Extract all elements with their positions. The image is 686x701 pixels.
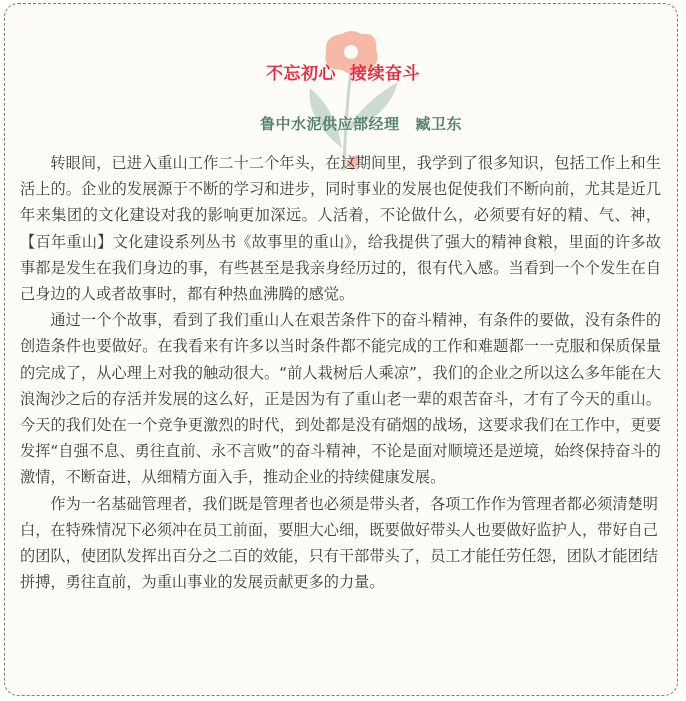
paragraph-2: 通过一个个故事，看到了我们重山人在艰苦条件下的奋斗精神，有条件的要做，没有条件的创造条件也要做好。在我看来有许多以当时条件都不能完成的工作和难题都一一克服和保质保量的完成了，从心理上对我的触动很大。“前人栽树后人乘凉”，我们的企业之所以这么多年能在大浪淘沙之后的存活并发展的这么好，正是因为有了重山老一辈的艰苦奋斗，才有了今天的重山。今天的我们处在一个竞争更激烈的时代，到处都是没有硝烟的战场，这要求我们在工作中，更要发挥“自强不息、勇往直前、永不言败”的奋斗精神，不论是面对顺境还是逆境，始终保持奋斗的激情，不断奋进，从细精方面入手，推动企业的持续健康发展。 (20, 311, 661, 487)
title-part-1: 不忘初心 (266, 64, 336, 84)
paragraph-3: 作为一名基础管理者，我们既是管理者也必须是带头者，各项工作作为管理者都必须清楚明白，在特殊情况下必须冲在员工前面，要胆大心细，既要做好带头人也要做好监护人，带好自己的团队，使团队发挥出百分之二百的效能，只有干部带头了，员工才能任劳任怨，团队才能团结拼搏，勇往直前，为重山事业的发展贡献更多的力量。 (20, 494, 658, 592)
byline-name: 臧卫东 (415, 115, 463, 133)
title-part-2: 接续奋斗 (350, 64, 420, 84)
paragraph-1: 转眼间，已进入重山工作二十二个年头，在这期间里，我学到了很多知识，包括工作上和生活上的。企业的发展源于不断的学习和进步，同时事业的发展也促使我们不断向前，尤其是近几年来集团的文化建设对我的影响更加深远。人活着，不论做什么，必须要有好的精、气、神，【百年重山】文化建设系列丛书《故事里的重山》，给我提供了强大的精神食粮，里面的许多故事都是发生在我们身边的事，有些甚至是我亲身经历过的，很有代入感。当看到一个个发生在自己身边的人或者故事时，都有种热血沸腾的感觉。 (20, 154, 661, 304)
article-title (0, 59, 686, 84)
flower-icon (296, 30, 406, 170)
article-byline (0, 113, 686, 134)
byline-role: 鲁中水泥供应部经理 (259, 115, 400, 133)
article-body (20, 150, 661, 595)
